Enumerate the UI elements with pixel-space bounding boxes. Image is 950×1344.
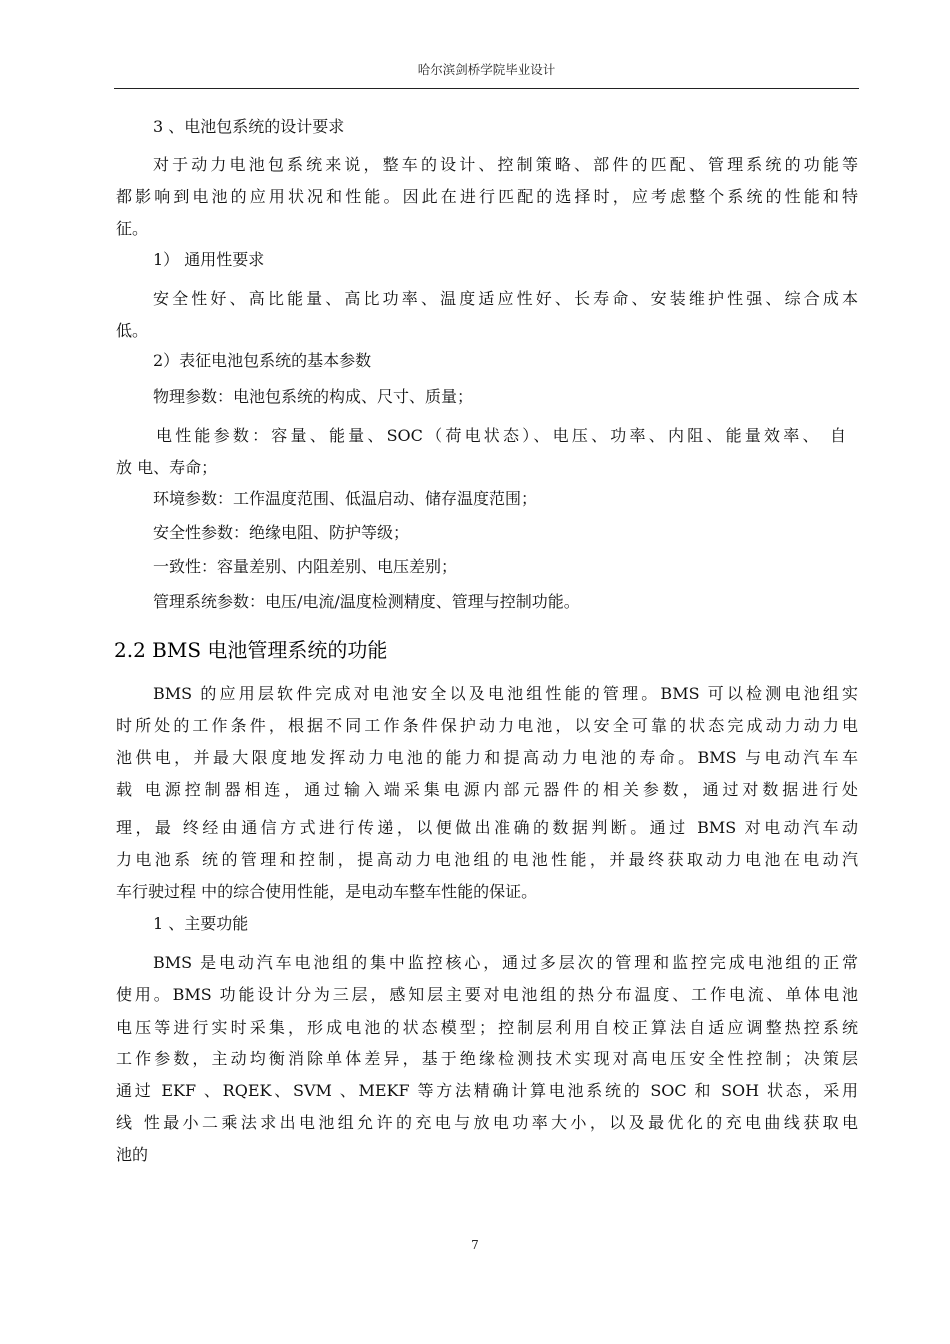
subheading-main-functions: 1 、主要功能 [153, 914, 249, 933]
paragraph-line: 通过 EKF 、RQEK、SVM 、MEKF 等方法精确计算电池系统的 SOC 和 SOH 状态，采用 [116, 1081, 858, 1100]
paragraph-line: 线 性最小二乘法求出电池组允许的充电与放电功率大小，以及最优化的充电曲线获取电 [116, 1113, 858, 1132]
paragraph-line: 安全性好、高比能量、高比功率、温度适应性好、长寿命、安装维护性强、综合成本 [153, 289, 858, 308]
paragraph-line: 电压等进行实时采集，形成电池的状态模型；控制层利用自校正算法自适应调整热控系统 [116, 1018, 858, 1037]
paragraph-line: 池供电，并最大限度地发挥动力电池的能力和提高动力电池的寿命。BMS 与电动汽车车 [116, 748, 858, 767]
parameter-line-consistency: 一致性：容量差别、内阻差别、电压差别； [153, 557, 458, 576]
page-number: 7 [471, 1238, 479, 1252]
section-heading: 2.2 BMS 电池管理系统的功能 [114, 638, 388, 662]
paragraph-line: BMS 是电动汽车电池组的集中监控核心，通过多层次的管理和监控完成电池组的正常 [153, 953, 858, 972]
paragraph-line: 使用。BMS 功能设计分为三层，感知层主要对电池组的热分布温度、工作电流、单体电池 [116, 985, 858, 1004]
paragraph-line: 低。 [116, 321, 149, 340]
paragraph-line: 征。 [116, 219, 149, 238]
parameter-line-safety: 安全性参数：绝缘电阻、防护等级； [153, 523, 410, 542]
paragraph-line: 工作参数，主动均衡消除单体差异，基于绝缘检测技术实现对高电压安全性控制；决策层 [116, 1049, 858, 1068]
paragraph-line: 力电池系 统的管理和控制，提高动力电池组的电池性能，并最终获取动力电池在电动汽 [116, 850, 858, 869]
list-heading-general: 1） 通用性要求 [153, 250, 265, 269]
paragraph-line: 时所处的工作条件，根据不同工作条件保护动力电池，以安全可靠的状态完成动力动力电 [116, 716, 858, 735]
list-heading-parameters: 2）表征电池包系统的基本参数 [153, 351, 372, 370]
page-header: 哈尔滨剑桥学院毕业设计 [417, 62, 556, 77]
paragraph-line: 车行驶过程 中的综合使用性能，是电动车整车性能的保证。 [116, 882, 538, 901]
parameter-line-management: 管理系统参数：电压/电流/温度检测精度、管理与控制功能。 [153, 592, 580, 611]
subheading-design-requirements: 3 、电池包系统的设计要求 [153, 117, 345, 136]
parameter-line-environment: 环境参数：工作温度范围、低温启动、储存温度范围； [153, 489, 538, 508]
paragraph-line: 池的 [116, 1145, 149, 1164]
paragraph-line: 对于动力电池包系统来说，整车的设计、控制策略、部件的匹配、管理系统的功能等 [153, 155, 858, 174]
header-divider [114, 88, 859, 89]
parameter-line-electrical-cont: 放 电、寿命； [116, 458, 218, 477]
parameter-line-electrical: 电性能参数：容量、能量、SOC（荷电状态）、电压、功率、内阻、能量效率、 自 [156, 426, 846, 445]
parameter-line-physical: 物理参数：电池包系统的构成、尺寸、质量； [153, 387, 474, 406]
paragraph-line: 都影响到电池的应用状况和性能。因此在进行匹配的选择时，应考虑整个系统的性能和特 [116, 187, 858, 206]
paragraph-line: 理，最 终经由通信方式进行传递，以便做出准确的数据判断。通过 BMS 对电动汽车动 [116, 818, 858, 837]
paragraph-line: BMS 的应用层软件完成对电池安全以及电池组性能的管理。BMS 可以检测电池组实 [153, 684, 858, 703]
paragraph-line: 载 电源控制器相连，通过输入端采集电源内部元器件的相关参数，通过对数据进行处 [116, 780, 858, 799]
